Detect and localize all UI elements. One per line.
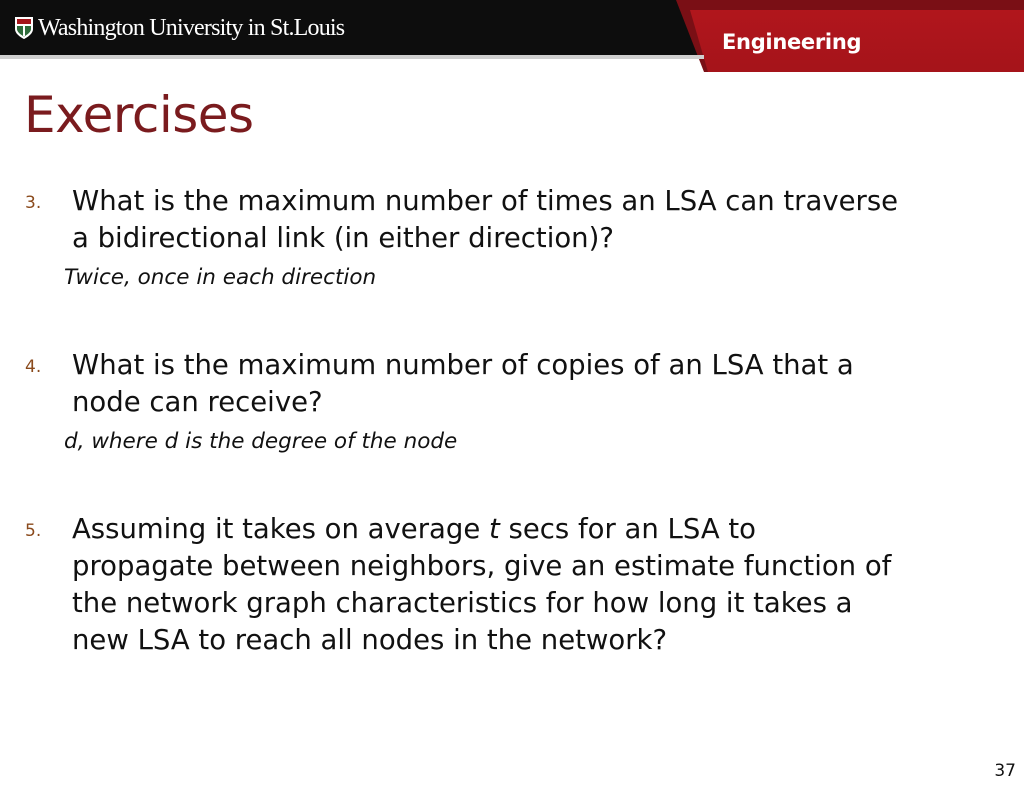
question-line: propagate between neighbors, give an estimate function of [72, 550, 892, 582]
question-fragment: secs for an LSA to [499, 513, 756, 545]
shield-icon [14, 16, 34, 40]
university-logo [14, 15, 344, 41]
university-name: Washington University in St.Louis [38, 14, 345, 41]
question-text [72, 511, 1017, 659]
item-number: 4. [25, 357, 42, 377]
question-line: What is the maximum number of times an LSA can traverse [72, 185, 899, 217]
answer-text: d, where d is the degree of the node [64, 429, 458, 454]
header-divider [0, 55, 704, 59]
item-number: 3. [25, 193, 42, 213]
question-text [72, 347, 1017, 421]
question-line: a bidirectional link (in either direction)? [72, 222, 614, 254]
header-bar [0, 0, 1024, 72]
question-line: What is the maximum number of copies of an LSA that a [72, 349, 854, 381]
engineering-label: Engineering [722, 30, 862, 54]
question-line: the network graph characteristics for how long it takes a [72, 587, 853, 619]
question-line: new LSA to reach all nodes in the network? [72, 624, 668, 656]
variable-t: t [489, 513, 500, 545]
answer-text: Twice, once in each direction [64, 265, 377, 290]
page-number: 37 [994, 761, 1016, 781]
item-number: 5. [25, 521, 42, 541]
question-line [72, 511, 1017, 548]
question-fragment: Assuming it takes on average [72, 513, 489, 545]
question-line: node can receive? [72, 386, 323, 418]
question-text [72, 183, 1017, 257]
page-title: Exercises [24, 86, 254, 144]
